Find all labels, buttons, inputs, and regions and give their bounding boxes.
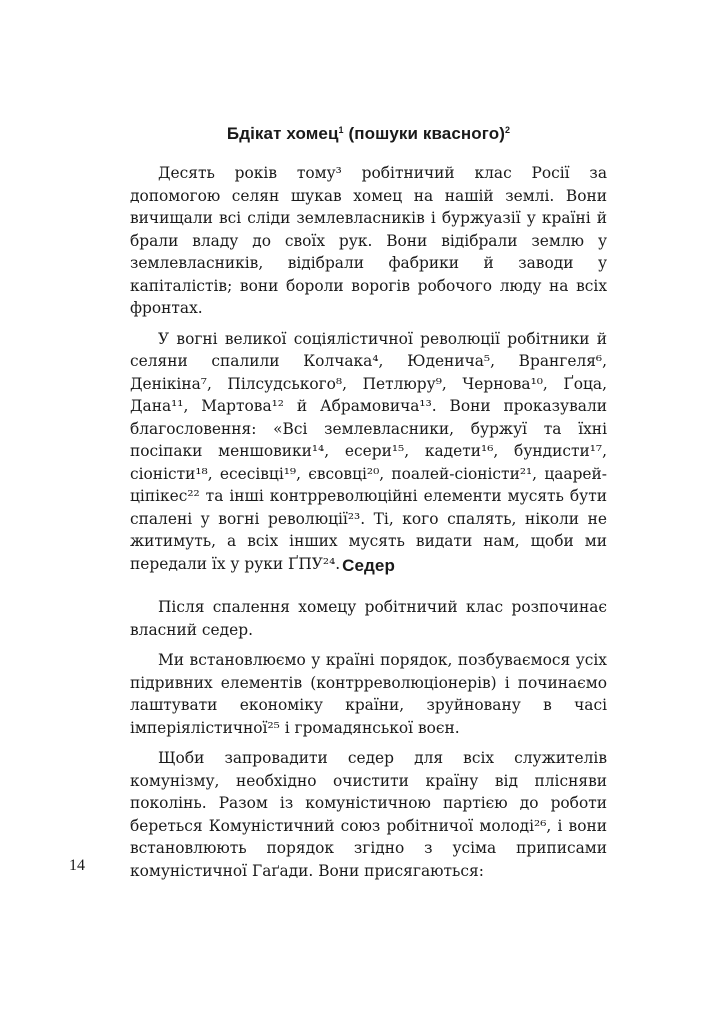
section-bdikat-homets [130,162,607,583]
footnote-ref: 2 [504,125,511,135]
heading-subtitle: (пошуки квасного) [348,124,505,143]
chapter-heading [130,124,607,144]
paragraph: Після спалення хомецу робітничий клас розпочинає власний седер. [130,598,607,639]
section-seder [130,596,607,890]
heading-title: Бдікат хомец [226,124,339,143]
page-number: 14 [69,857,85,874]
section-heading-seder: Седер [342,556,395,575]
paragraph: Ми встановлюємо у країні порядок, позбуваємося усіх підривних елементів (контрреволюціонерів) і починаємо лаштувати економіку країни, зруйновану в часі імперіялістичної²⁵ і громадянської воєн. [130,651,607,737]
footnote-ref: 1 [338,125,344,135]
paragraph: У вогні великої соціялістичної революції робітники й селяни спалили Колчака⁴, Юденича⁵, Врангеля⁶, Денікіна⁷, Пілсудського⁸, Петлюру⁹, Чернова¹⁰, Ґоца, Дана¹¹, Мартова¹² й Абрамовича¹³. Вони проказували благословення: «Всі землевласники, буржуї та їхні посіпаки меншовики¹⁴, есери¹⁵, кадети¹⁶, бундисти¹⁷, сіоністи¹⁸, есесівці¹⁹, євсовці²⁰, поалей-сіоністи²¹, цаарей-ціпікес²² та інші контрреволюційні елементи мусять бути спалені у вогні революції²³. Ті, кого спалять, ніколи не житимуть, а всіх інших мусять видати нам, щоби ми передали їх у руки ҐПУ²⁴. [130,329,607,573]
paragraph: Десять років тому³ робітничий клас Росії за допомогою селян шукав хомец на нашій землі. Вони вичищали всі сліди землевласників і буржуазії у країні й брали владу до своїх рук. Вони відібрали землю у землевласників, відібрали фабрики й заводи у капіталістів; вони бороли ворогів робочого люду на всіх фронтах. [130,164,607,317]
paragraph: Щоби запровадити седер для всіх служителів комунізму, необхідно очистити країну від плісняви поколінь. Разом із комуністичною партією до роботи береться Комуністичний союз робітничої молоді²⁶, і вони встановлюють порядок згідно з усіма приписами комуністичної Гаґади. Вони присягаються: [130,749,607,880]
